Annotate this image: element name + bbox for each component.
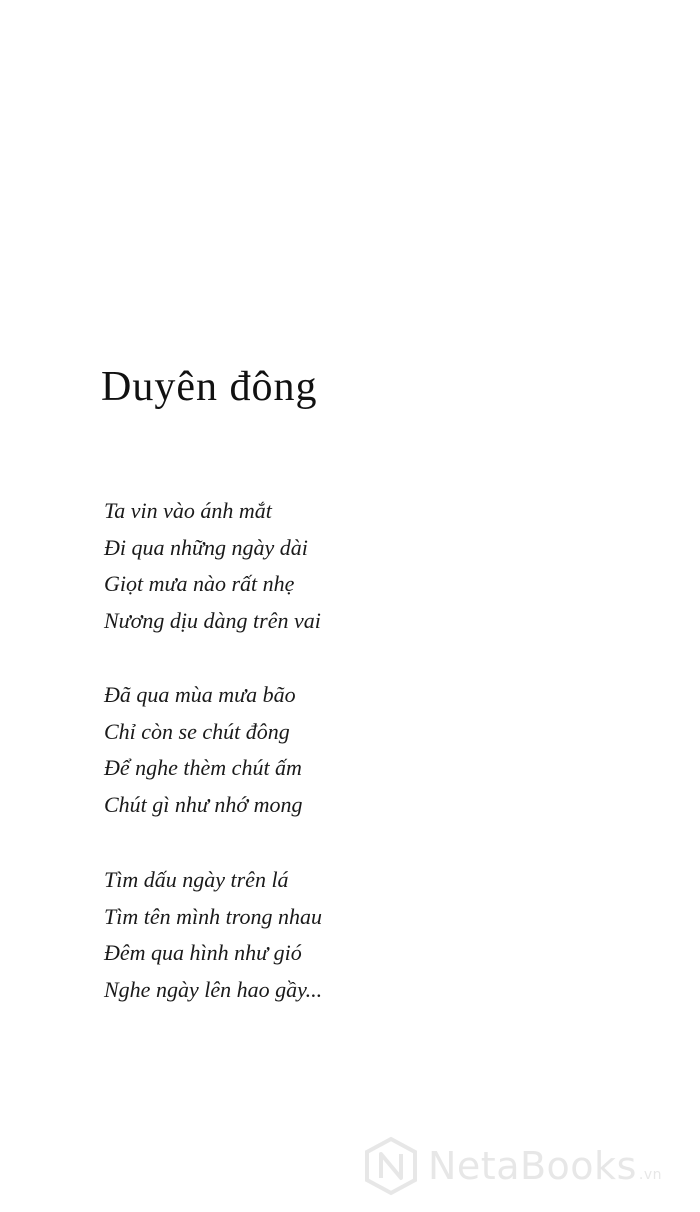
watermark-suffix: .vn	[638, 1167, 662, 1183]
verse-line: Để nghe thèm chút ấm	[104, 755, 302, 780]
netabooks-logo-icon	[364, 1136, 418, 1196]
verse-line: Đêm qua hình như gió	[104, 940, 302, 965]
verse-line: Nghe ngày lên hao gầy...	[104, 976, 323, 1002]
verse-line: Chỉ còn se chút đông	[104, 718, 290, 744]
verse-line: Ta vin vào ánh mắt	[104, 498, 272, 523]
poem-title: Duyên đông	[101, 364, 318, 410]
verse-line: Tìm dấu ngày trên lá	[104, 867, 289, 892]
watermark-brand: NetaBooks .vn	[428, 1144, 662, 1188]
verse-line: Chút gì như nhớ mong	[104, 791, 303, 817]
stanza-2	[104, 677, 303, 823]
netabooks-watermark	[364, 1136, 662, 1196]
stanza-3	[104, 862, 322, 1008]
verse-line: Tìm tên mình trong nhau	[104, 903, 322, 929]
verse-line: Nương dịu dàng trên vai	[104, 607, 321, 633]
verse-line: Đã qua mùa mưa bão	[104, 682, 296, 707]
stanza-1	[104, 493, 321, 639]
verse-line: Giọt mưa nào rất nhẹ	[104, 571, 295, 596]
verse-line: Đi qua những ngày dài	[104, 534, 308, 560]
